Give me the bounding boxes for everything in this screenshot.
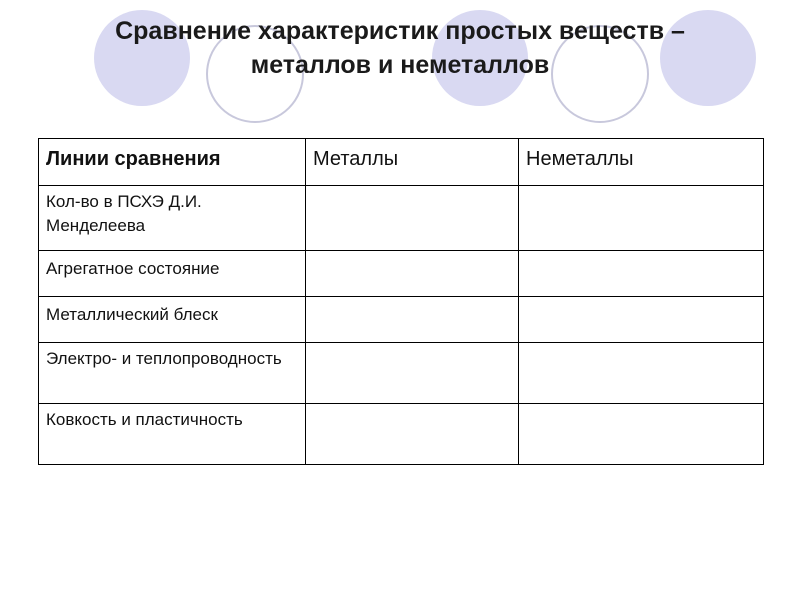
header-metals: Металлы — [306, 139, 519, 186]
row-label: Металлический блеск — [39, 297, 306, 343]
table-row — [39, 251, 764, 297]
metals-cell — [306, 297, 519, 343]
title-line-2: металлов и неметаллов — [250, 51, 550, 79]
row-label: Кол-во в ПСХЭ Д.И. Менделеева — [39, 186, 306, 251]
metals-cell — [306, 251, 519, 297]
nonmetals-cell — [519, 404, 764, 465]
nonmetals-cell — [519, 251, 764, 297]
nonmetals-cell — [519, 186, 764, 251]
row-label: Электро- и теплопроводность — [39, 343, 306, 404]
table-row — [39, 343, 764, 404]
comparison-table — [38, 138, 764, 465]
nonmetals-cell — [519, 343, 764, 404]
table-row — [39, 404, 764, 465]
metals-cell — [306, 186, 519, 251]
nonmetals-cell — [519, 297, 764, 343]
slide-title — [40, 14, 760, 82]
metals-cell — [306, 343, 519, 404]
table-row — [39, 186, 764, 251]
table-row — [39, 297, 764, 343]
header-comparison-lines: Линии сравнения — [39, 139, 306, 186]
metals-cell — [306, 404, 519, 465]
table-header-row — [39, 139, 764, 186]
row-label: Ковкость и пластичность — [39, 404, 306, 465]
title-line-1: Сравнение характеристик простых веществ – — [115, 17, 685, 45]
header-nonmetals: Неметаллы — [519, 139, 764, 186]
row-label: Агрегатное состояние — [39, 251, 306, 297]
